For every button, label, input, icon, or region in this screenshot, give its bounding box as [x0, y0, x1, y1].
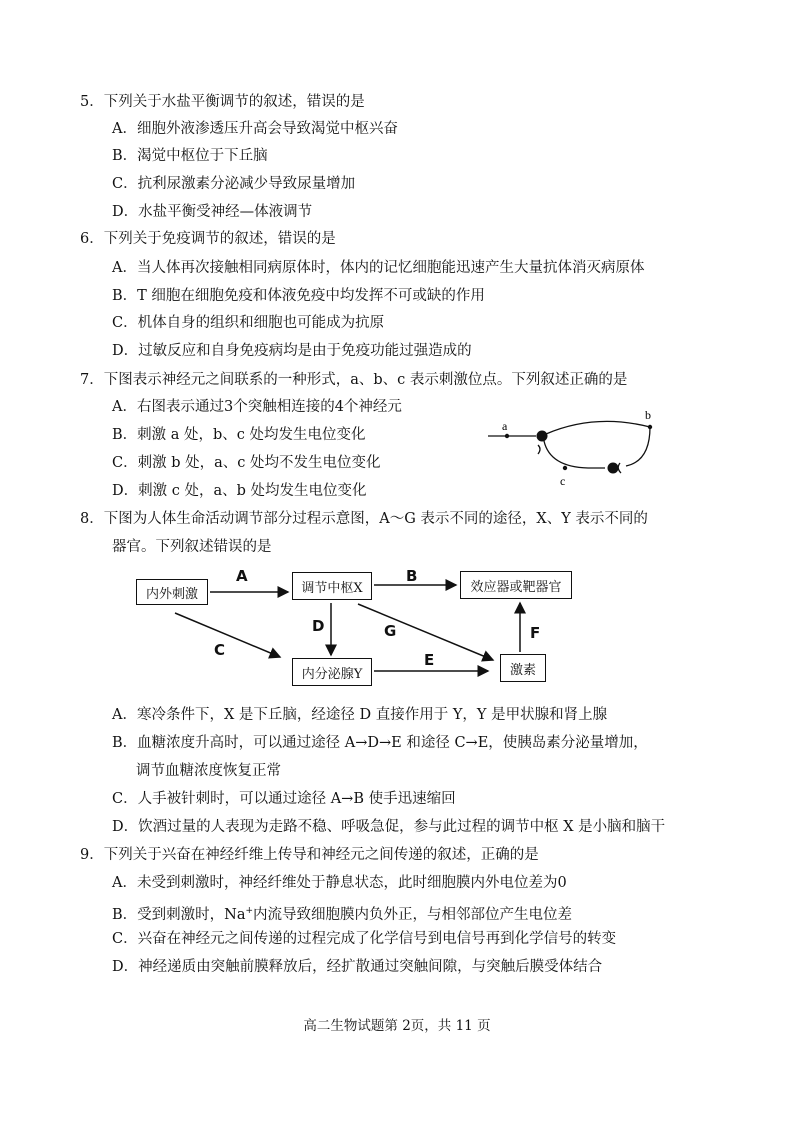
- box-hormone: [500, 654, 546, 682]
- q9-option-b: [112, 901, 572, 925]
- path-label-b: B: [406, 567, 418, 585]
- q5-option-b: B．渴觉中枢位于下丘脑: [112, 148, 268, 164]
- q8-option-b: B．血糖浓度升高时，可以通过途径 A→D→E 和途径 C→E，使胰岛素分泌量增加，: [112, 735, 648, 751]
- q8-option-c: C．人手被针刺时，可以通过途径 A→B 使手迅速缩回: [112, 791, 456, 807]
- path-label-f: F: [530, 624, 541, 642]
- box-endocrine-gland-y-label: 内分泌腺Y: [301, 666, 363, 682]
- q5-option-d: D．水盐平衡受神经—体液调节: [112, 204, 313, 220]
- q5-option-a: A．细胞外液渗透压升高会导致渴觉中枢兴奋: [112, 121, 398, 137]
- q7-option-a: A．右图表示通过3个突触相连接的4个神经元: [112, 399, 402, 415]
- q6-option-c: C．机体自身的组织和细胞也可能成为抗原: [112, 315, 385, 331]
- q6-option-b: B．T 细胞在细胞免疫和体液免疫中均发挥不可或缺的作用: [112, 288, 485, 304]
- q8-stem-cont: 器官。下列叙述错误的是: [112, 539, 272, 555]
- box-effector: [460, 571, 572, 599]
- q9-option-b-pre: B．受到刺激时，Na: [112, 906, 246, 923]
- path-label-e: E: [424, 651, 435, 669]
- q6-option-d: D．过敏反应和自身免疫病均是由于免疫功能过强造成的: [112, 343, 472, 359]
- q8-stem: 8．下图为人体生命活动调节部分过程示意图，A～G 表示不同的途径，X、Y 表示不同的: [80, 511, 648, 527]
- q9-option-a: A．未受到刺激时，神经纤维处于静息状态，此时细胞膜内外电位差为0: [112, 875, 567, 891]
- q7-stem: 7．下图表示神经元之间联系的一种形式，a、b、c 表示刺激位点。下列叙述正确的是: [80, 372, 628, 388]
- q5-stem: 5．下列关于水盐平衡调节的叙述，错误的是: [80, 94, 365, 110]
- box-external-stimulus-label: 内外刺激: [145, 586, 198, 602]
- box-effector-label: 效应器或靶器官: [470, 579, 562, 595]
- path-label-g: G: [384, 622, 397, 640]
- path-label-d: D: [312, 617, 325, 635]
- box-regulation-center-x-label: 调节中枢X: [301, 580, 363, 596]
- q9-option-d: D．神经递质由突触前膜释放后，经扩散通过突触间隙，与突触后膜受体结合: [112, 959, 603, 975]
- box-external-stimulus: [136, 579, 208, 605]
- q7-option-d: D．刺激 c 处，a、b 处均发生电位变化: [112, 483, 367, 499]
- path-label-a: A: [236, 567, 248, 585]
- q6-option-a: A．当人体再次接触相同病原体时，体内的记忆细胞能迅速产生大量抗体消灭病原体: [112, 260, 645, 276]
- q9-option-b-post: 内流导致细胞膜内负外正，与相邻部位产生电位差: [253, 906, 573, 923]
- q8-option-b-cont: 调节血糖浓度恢复正常: [136, 763, 281, 779]
- box-endocrine-gland-y: [292, 658, 372, 686]
- label-c: c: [560, 474, 566, 488]
- label-a: a: [502, 419, 508, 433]
- label-b: b: [645, 408, 651, 422]
- q8-option-a: A．寒冷条件下，X 是下丘脑，经途径 D 直接作用于 Y，Y 是甲状腺和肾上腺: [112, 707, 608, 723]
- path-label-c: C: [214, 641, 226, 659]
- box-hormone-label: 激素: [509, 662, 536, 678]
- page-footer: 高二生物试题第 2页，共 11 页: [303, 1018, 491, 1034]
- q7-option-b: B．刺激 a 处，b、c 处均发生电位变化: [112, 427, 366, 443]
- q5-option-c: C．抗利尿激素分泌减少导致尿量增加: [112, 176, 356, 192]
- q6-stem: 6．下列关于免疫调节的叙述，错误的是: [80, 231, 336, 247]
- box-regulation-center-x: [292, 572, 372, 600]
- q8-option-d: D．饮酒过量的人表现为走路不稳、呼吸急促，参与此过程的调节中枢 X 是小脑和脑干: [112, 819, 666, 835]
- q9-option-b-sup: +: [245, 906, 254, 916]
- q9-stem: 9．下列关于兴奋在神经纤维上传导和神经元之间传递的叙述，正确的是: [80, 847, 539, 863]
- q9-option-c: C．兴奋在神经元之间传递的过程完成了化学信号到电信号再到化学信号的转变: [112, 931, 617, 947]
- q7-option-c: C．刺激 b 处，a、c 处均不发生电位变化: [112, 455, 381, 471]
